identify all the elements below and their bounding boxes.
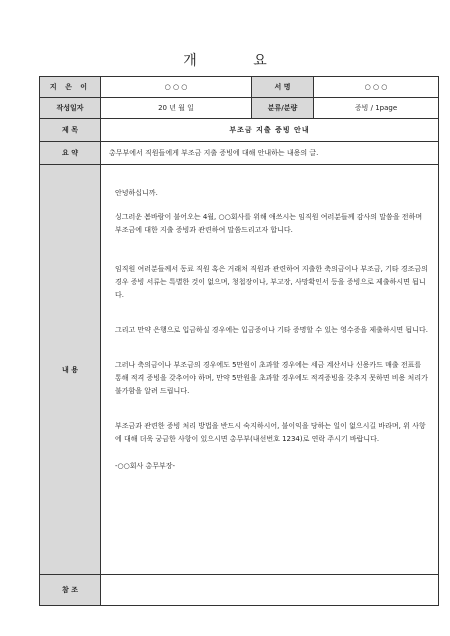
writer-row <box>40 77 439 98</box>
summary-row <box>40 142 439 165</box>
overview-table <box>39 76 439 606</box>
paragraph-4: 그러나 축의금이나 부조금의 경우에도 5만원이 초과할 경우에는 세금 계산서나 신용카드 매출 전표를 통해 적격 증빙을 갖추어야 하며, 만약 5만원을 초과할 경우에도 적격증빙을 갖추지 못하면 비용 처리가 불가함을 알려 드립니다. <box>115 361 428 395</box>
signature-label: 서 명 <box>252 77 314 98</box>
subject-value: 부조금 지출 증빙 안내 <box>101 119 439 142</box>
paragraph-3: 그리고 만약 은행으로 입금하실 경우에는 입금증이나 기타 증명할 수 있는 영수증을 제출하시면 됩니다. <box>115 326 428 334</box>
paragraph-2: 임직원 여러분들께서 동료 직원 혹은 거래처 직원과 관련하여 지출한 축의금이나 부조금, 기타 경조금의 경우 증빙 서류는 특별한 것이 없으며, 청첩장이나, 부고장, 사망확인서 등을 증빙으로 제출하시면 됩니다. <box>115 265 428 299</box>
date-row <box>40 98 439 119</box>
category-value: 증빙 / 1page <box>314 98 439 119</box>
greeting-text: 안녕하십니까. <box>115 189 158 197</box>
paragraph-5: 부조금과 관련한 증빙 처리 방법을 반드시 숙지하시어, 불이익을 당하는 일이 없으시길 바라며, 위 사항에 대해 더욱 궁금한 사항이 있으시면 총무부(내선번호 1234)로 연락 주시기 바랍니다. <box>115 422 426 443</box>
reference-row <box>40 575 439 606</box>
writer-label: 지 은 이 <box>40 77 101 98</box>
subject-row <box>40 119 439 142</box>
summary-value: 총무부에서 직원들에게 부조금 지출 증빙에 대해 안내하는 내용의 글. <box>101 142 439 165</box>
subject-label: 제 목 <box>40 119 101 142</box>
writer-value: ○ ○ ○ <box>101 77 252 98</box>
content-label: 내 용 <box>40 165 101 575</box>
category-label: 분류/분량 <box>252 98 314 119</box>
summary-label: 요 약 <box>40 142 101 165</box>
closing-signature: -○○회사 총무부장- <box>115 462 176 470</box>
date-label: 작성일자 <box>40 98 101 119</box>
signature-value: ○ ○ ○ <box>314 77 439 98</box>
paragraph-1: 싱그러운 봄바람이 불어오는 4월, ○○회사를 위해 애쓰시는 임직원 여러분들께 감사의 말씀을 전하며 부조금에 대한 지출 증빙과 관련하여 말씀드리고자 합니다. <box>115 213 423 234</box>
content-row <box>40 165 439 575</box>
page-title: 개 요 <box>183 53 293 69</box>
date-value: 20 년 월 일 <box>101 98 252 119</box>
reference-label: 참 조 <box>40 575 101 606</box>
content-body <box>101 165 439 575</box>
reference-value <box>101 575 439 606</box>
